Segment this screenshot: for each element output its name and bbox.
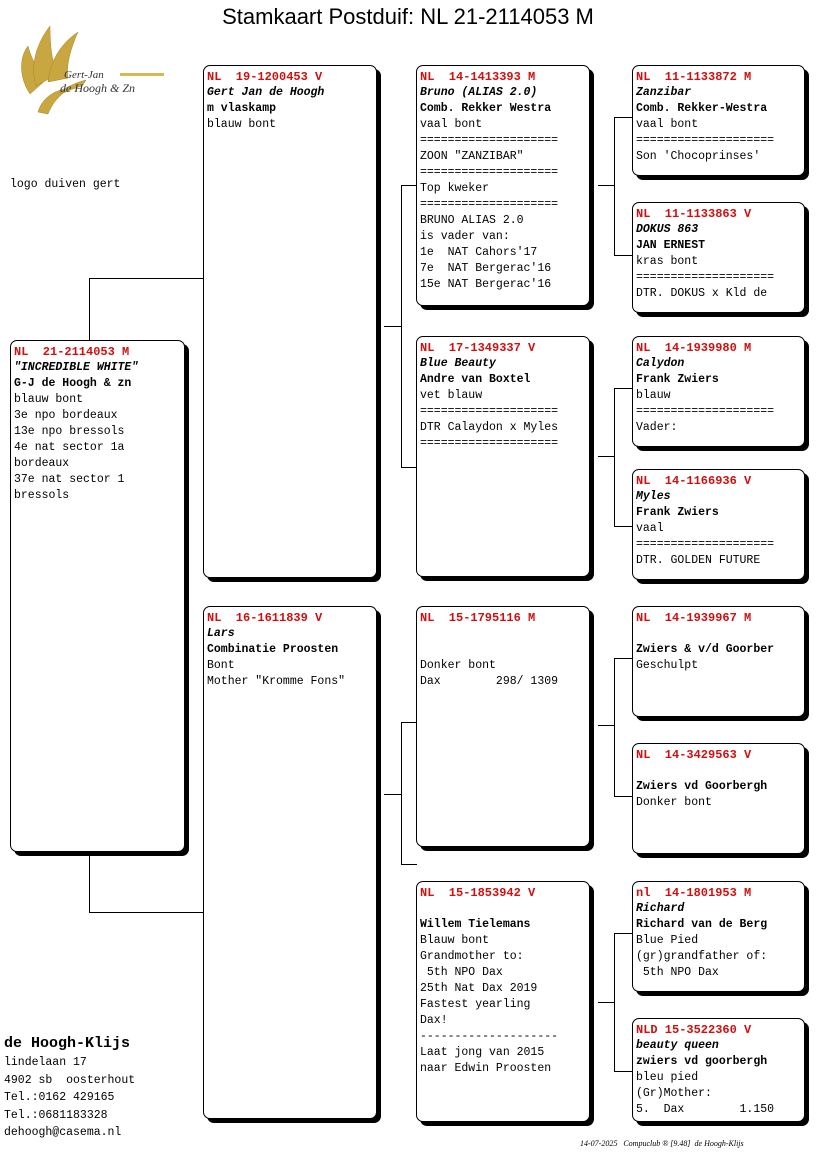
pigeon-name: Lars <box>207 627 235 640</box>
connector-line <box>89 855 90 912</box>
mother-card[interactable] <box>203 606 377 1119</box>
info-line: Grandmother to: <box>420 950 524 963</box>
info-line: ==================== <box>636 271 775 284</box>
breeder-name: Zwiers & v/d Goorber <box>636 643 775 656</box>
info-line: 3e npo bordeaux <box>14 409 118 422</box>
connector-line <box>89 278 205 279</box>
footer-credit: 14-07-2025 Compuclub ® [9.48] de Hoogh-Klijs <box>580 1139 744 1148</box>
info-line: (Gr)Mother: <box>636 1087 712 1100</box>
logo-line2: de Hoogh & Zn <box>60 81 135 95</box>
dove-logo-icon <box>8 16 188 116</box>
breeder-name: Richard van de Berg <box>636 918 768 931</box>
info-line: 25th Nat Dax 2019 <box>420 982 538 995</box>
info-line: ==================== <box>636 405 775 418</box>
address-line: lindelaan 17 <box>4 1056 87 1069</box>
pigeon-name: Bruno (ALIAS 2.0) <box>420 86 538 99</box>
info-line: vaal bont <box>636 118 699 131</box>
info-line: ==================== <box>420 405 559 418</box>
info-line: DTR. GOLDEN FUTURE <box>636 554 761 567</box>
info-line: 13e npo bressols <box>14 425 125 438</box>
connector-line <box>614 658 633 659</box>
ring-number: NL 17-1349337 V <box>420 341 536 355</box>
info-line: ==================== <box>636 538 775 551</box>
info-line <box>420 901 589 917</box>
connector-line <box>401 722 402 864</box>
pigeon-name: DOKUS 863 <box>636 223 699 236</box>
ggp-mff-card[interactable] <box>632 606 805 717</box>
info-line: 4e nat sector 1a <box>14 441 125 454</box>
breeder-name: Willem Tielemans <box>420 918 531 931</box>
breeder-name: Andre van Boxtel <box>420 373 531 386</box>
connector-line <box>598 456 614 457</box>
ring-number: NL 14-1939980 M <box>636 341 752 355</box>
info-line: bordeaux <box>14 457 70 470</box>
pigeon-name: Gert Jan de Hoogh <box>207 86 325 99</box>
ring-number: NL 11-1133872 M <box>636 70 752 84</box>
page-title: Stamkaart Postduif: NL 21-2114053 M <box>222 4 594 29</box>
info-line: vaal <box>636 522 664 535</box>
info-line: naar Edwin Proosten <box>420 1062 552 1075</box>
connector-line <box>89 912 205 913</box>
ring-number: NL 14-1413393 M <box>420 70 536 84</box>
breeder-name: m vlaskamp <box>207 102 277 115</box>
info-line: Mother "Kromme Fons" <box>207 675 346 688</box>
pigeon-name: Richard <box>636 902 685 915</box>
info-line: ==================== <box>420 437 559 450</box>
breeder-logo <box>8 16 188 116</box>
info-line: BRUNO ALIAS 2.0 <box>420 214 524 227</box>
connector-line <box>614 388 633 389</box>
paternal-grandfather-card[interactable] <box>416 65 590 306</box>
info-line: Dax! <box>420 1014 448 1027</box>
info-line: vet blauw <box>420 389 483 402</box>
breeder-name: Zwiers vd Goorbergh <box>636 780 768 793</box>
info-line: Blue Pied <box>636 934 699 947</box>
connector-line <box>598 185 614 186</box>
info-line: ==================== <box>420 134 559 147</box>
info-line: bleu pied <box>636 1071 699 1084</box>
info-line: -------------------- <box>420 1030 559 1043</box>
ring-number: NL 15-1853942 V <box>420 886 536 900</box>
info-line: ==================== <box>420 166 559 179</box>
owner-address <box>4 1034 135 1142</box>
info-line: kras bont <box>636 255 699 268</box>
ggp-fff-card[interactable] <box>632 65 805 176</box>
logo-caption: logo duiven gert <box>10 178 121 191</box>
ggp-mfm-card[interactable] <box>632 743 805 854</box>
ggp-mmm-card[interactable] <box>632 1018 805 1122</box>
pigeon-name: Blue Beauty <box>420 357 496 370</box>
connector-line <box>384 326 401 327</box>
info-line: DTR. DOKUS x Kld de <box>636 287 768 300</box>
father-card[interactable] <box>203 65 377 578</box>
info-line: ==================== <box>636 134 775 147</box>
connector-line <box>401 722 417 723</box>
info-line: blauw bont <box>14 393 84 406</box>
info-line: 5. Dax 1.150 <box>636 1103 775 1116</box>
info-line: blauw <box>636 389 671 402</box>
info-line: vaal bont <box>420 118 483 131</box>
info-line <box>420 626 589 642</box>
ggp-ffm-card[interactable] <box>632 202 805 313</box>
pigeon-name: Zanzibar <box>636 86 692 99</box>
info-line: Vader: <box>636 421 678 434</box>
info-line: 15e NAT Bergerac'16 <box>420 278 552 291</box>
info-line <box>636 626 804 642</box>
connector-line <box>401 185 417 186</box>
pigeon-name: Myles <box>636 490 671 503</box>
paternal-grandmother-card[interactable] <box>416 336 590 577</box>
ring-number: NL 16-1611839 V <box>207 611 323 625</box>
pigeon-name: Calydon <box>636 357 685 370</box>
connector-line <box>614 117 633 118</box>
info-line: (gr)grandfather of: <box>636 950 768 963</box>
connector-line <box>614 117 615 255</box>
ring-number: NLD 15-3522360 V <box>636 1023 752 1037</box>
breeder-name: Comb. Rekker-Westra <box>636 102 768 115</box>
breeder-name: Comb. Rekker Westra <box>420 102 552 115</box>
connector-line <box>614 526 633 527</box>
ggp-mmf-card[interactable] <box>632 881 805 992</box>
pigeon-name: "INCREDIBLE WHITE" <box>14 361 139 374</box>
connector-line <box>598 725 614 726</box>
info-line <box>636 763 804 779</box>
owner-name: de Hoogh-Klijs <box>4 1035 131 1052</box>
info-line: Son 'Chocoprinses' <box>636 150 761 163</box>
connector-line <box>598 1002 614 1003</box>
ring-number: NL 21-2114053 M <box>14 345 130 359</box>
subject-pigeon-card[interactable] <box>10 340 185 852</box>
breeder-name: Combinatie Proosten <box>207 643 339 656</box>
ring-number: NL 15-1795116 M <box>420 611 536 625</box>
ring-number: NL 14-1166936 V <box>636 474 752 488</box>
info-line: Blauw bont <box>420 934 490 947</box>
info-line: Laat jong van 2015 <box>420 1046 545 1059</box>
connector-line <box>614 933 633 934</box>
info-line <box>420 642 589 658</box>
connector-line <box>401 467 417 468</box>
info-line: Top kweker <box>420 182 490 195</box>
info-line: is vader van: <box>420 230 510 243</box>
info-line: 7e NAT Bergerac'16 <box>420 262 552 275</box>
info-line: Dax 298/ 1309 <box>420 675 559 688</box>
info-line: 1e NAT Cahors'17 <box>420 246 538 259</box>
phone-line: Tel.:0681183328 <box>4 1108 108 1122</box>
info-line: DTR Calaydon x Myles <box>420 421 559 434</box>
breeder-name: Frank Zwiers <box>636 506 719 519</box>
maternal-grandfather-card[interactable] <box>416 606 590 847</box>
connector-line <box>401 864 417 865</box>
breeder-name: JAN ERNEST <box>636 239 706 252</box>
pigeon-name: beauty queen <box>636 1039 719 1052</box>
info-line: ZOON "ZANZIBAR" <box>420 150 524 163</box>
info-line: Donker bont <box>636 796 712 809</box>
ring-number: NL 19-1200453 V <box>207 70 323 84</box>
breeder-name: Frank Zwiers <box>636 373 719 386</box>
info-line: 5th NPO Dax <box>636 966 719 979</box>
info-line: ==================== <box>420 198 559 211</box>
email-link[interactable]: dehoogh@casema.nl <box>4 1126 122 1139</box>
connector-line <box>384 794 401 795</box>
connector-line <box>614 1071 633 1072</box>
breeder-name: zwiers vd goorbergh <box>636 1055 768 1068</box>
logo-line1: Gert-Jan <box>64 69 104 81</box>
ring-number: NL 14-3429563 V <box>636 748 752 762</box>
connector-line <box>89 278 90 341</box>
breeder-name: G-J de Hoogh & zn <box>14 377 132 390</box>
connector-line <box>614 388 615 526</box>
ggp-fmm-card[interactable] <box>632 469 805 580</box>
info-line: 5th NPO Dax <box>420 966 503 979</box>
connector-line <box>614 658 615 796</box>
ring-number: nl 14-1801953 M <box>636 886 752 900</box>
info-line: bressols <box>14 489 70 502</box>
connector-line <box>614 796 633 797</box>
ggp-fmf-card[interactable] <box>632 336 805 447</box>
connector-line <box>401 185 402 467</box>
info-line: Fastest yearling <box>420 998 531 1011</box>
info-line: Bont <box>207 659 235 672</box>
maternal-grandmother-card[interactable] <box>416 881 590 1122</box>
info-line: blauw bont <box>207 118 277 131</box>
ring-number: NL 14-1939967 M <box>636 611 752 625</box>
info-line: 37e nat sector 1 <box>14 473 125 486</box>
info-line: Geschulpt <box>636 659 699 672</box>
address-line: 4902 sb oosterhout <box>4 1073 136 1087</box>
info-line: Donker bont <box>420 659 496 672</box>
connector-line <box>614 933 615 1071</box>
ring-number: NL 11-1133863 V <box>636 207 752 221</box>
connector-line <box>614 255 633 256</box>
phone-line: Tel.:0162 429165 <box>4 1091 115 1104</box>
